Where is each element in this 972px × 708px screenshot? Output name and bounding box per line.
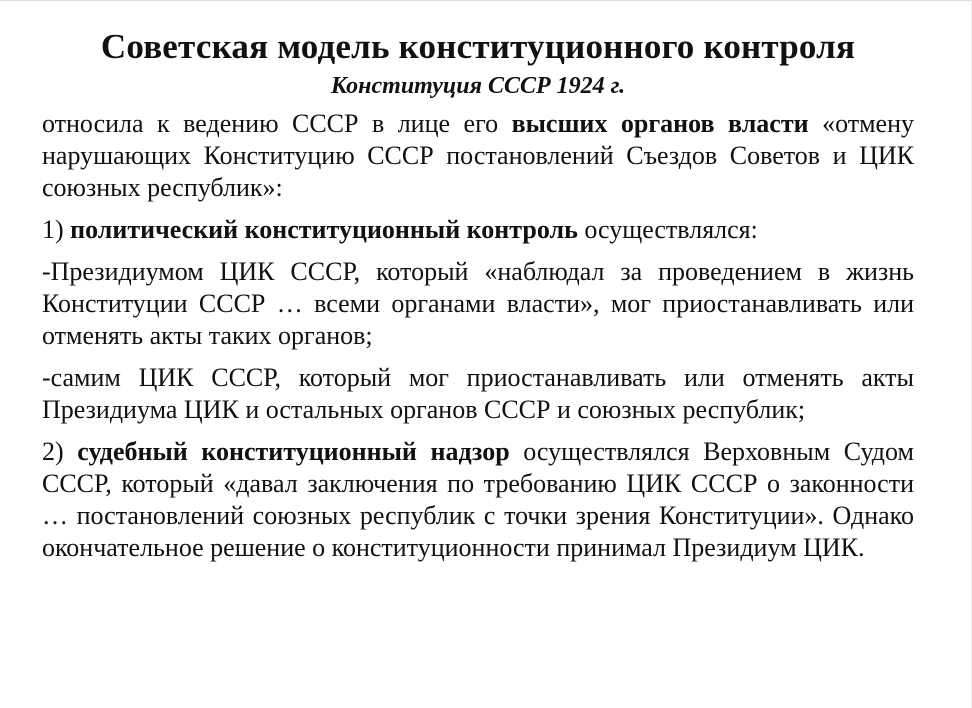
paragraph-cik: -самим ЦИК СССР, который мог приостанавливать или отменять акты Президиума ЦИК и остальных органов СССР и союзных республик; (42, 363, 914, 424)
slide-subtitle: Конституция СССР 1924 г. (330, 73, 626, 99)
paragraph-presidium: -Президиумом ЦИК СССР, который «наблюдал за проведением в жизнь Конституции СССР … всеми органами власти», мог приостанавливать или отменять акты таких органов; (42, 257, 914, 350)
slide-content (42, 24, 914, 574)
paragraph-political-control (42, 214, 914, 246)
paragraph-political-number: 1) (42, 215, 71, 244)
paragraph-judicial-number: 2) (42, 437, 78, 466)
paragraph-judicial-review (42, 436, 914, 564)
slide-title: Советская модель конституционного контроля (100, 27, 856, 66)
paragraph-political-text: осуществлялся: (577, 215, 758, 244)
top-border (0, 0, 972, 1)
paragraph-intro-text-a: относила к ведению СССР в лице его (42, 109, 512, 138)
paragraph-intro-bold: высших органов власти (511, 109, 809, 138)
paragraph-intro (42, 108, 914, 204)
paragraph-judicial-text: осуществлялся Верховным Судом СССР, который «давал заключения по требованию ЦИК СССР о законности … постановлений союзных республик с точки зрения Конституции». Однако окончательное решение о конституционности принимал Президиум ЦИК. (42, 437, 914, 562)
paragraph-political-bold: политический конституционный контроль (70, 215, 578, 244)
paragraph-judicial-bold: судебный конституционный надзор (77, 437, 510, 466)
paragraph-intro-text-c: «отмену нарушающих Конституцию СССР постановлений Съездов Советов и ЦИК союзных республик»: (42, 109, 914, 202)
